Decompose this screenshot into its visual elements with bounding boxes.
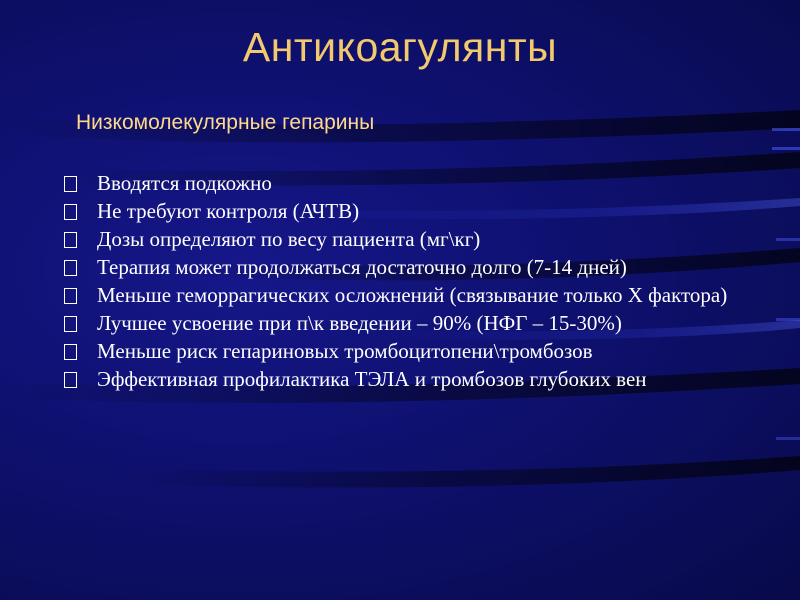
bullet-item bbox=[64, 228, 744, 251]
bullet-text: Дозы определяют по весу пациента (мг\кг) bbox=[97, 227, 481, 251]
bullet-text: Вводятся подкожно bbox=[97, 171, 272, 195]
bullet-text: Меньше риск гепариновых тромбоцитопени\тромбозов bbox=[97, 339, 593, 363]
bullet-item bbox=[64, 172, 744, 195]
bullet-text: Лучшее усвоение при п\к введении – 90% (НФГ – 15-30%) bbox=[97, 311, 622, 335]
bullet-item bbox=[64, 340, 744, 363]
bullet-item bbox=[64, 200, 744, 223]
bullet-item bbox=[64, 284, 744, 307]
square-bullet-icon bbox=[64, 316, 77, 332]
bullet-text: Не требуют контроля (АЧТВ) bbox=[97, 199, 360, 223]
bullet-text: Меньше геморрагических осложнений (связывание только X фактора) bbox=[97, 283, 728, 307]
square-bullet-icon bbox=[64, 204, 77, 220]
bullet-item bbox=[64, 368, 744, 391]
square-bullet-icon bbox=[64, 288, 77, 304]
bullet-item bbox=[64, 256, 744, 279]
bullet-text: Терапия может продолжаться достаточно долго (7-14 дней) bbox=[97, 255, 627, 279]
square-bullet-icon bbox=[64, 176, 77, 192]
bullet-list bbox=[64, 172, 744, 396]
slide-title: Антикоагулянты bbox=[242, 24, 558, 70]
square-bullet-icon bbox=[64, 372, 77, 388]
square-bullet-icon bbox=[64, 344, 77, 360]
bullet-text: Эффективная профилактика ТЭЛА и тромбозов глубоких вен bbox=[97, 367, 647, 391]
slide-subtitle: Низкомолекулярные гепарины bbox=[76, 111, 375, 134]
bullet-item bbox=[64, 312, 744, 335]
square-bullet-icon bbox=[64, 260, 77, 276]
square-bullet-icon bbox=[64, 232, 77, 248]
